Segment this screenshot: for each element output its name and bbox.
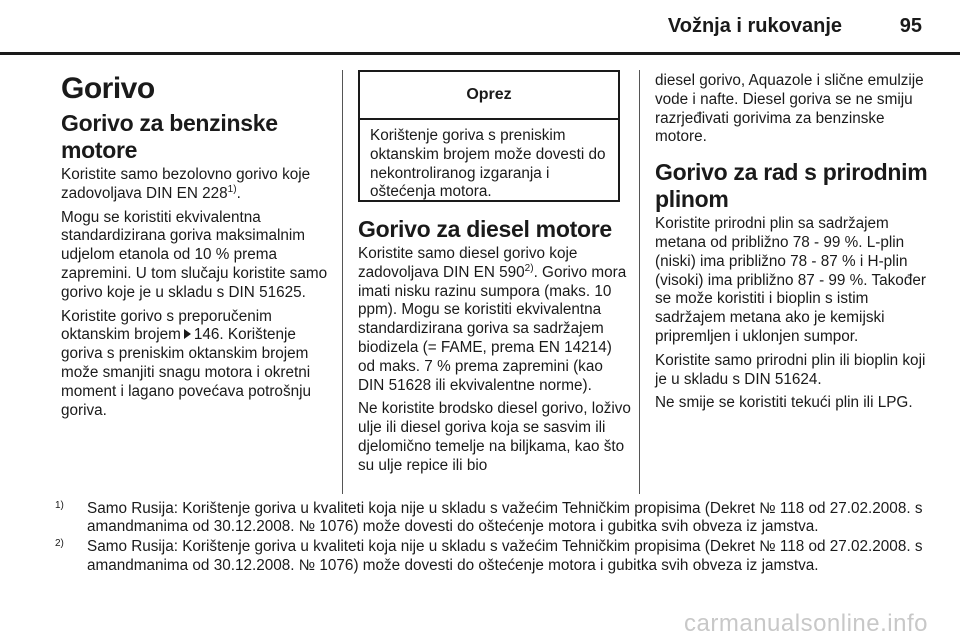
column-divider bbox=[639, 70, 640, 494]
paragraph-text: . bbox=[236, 184, 241, 202]
header-rule bbox=[0, 52, 960, 55]
page-header bbox=[0, 0, 960, 52]
caution-text: Korištenje goriva s preniskim oktanskim brojem može dovesti do nekontroliranog izgaranja i oštećenja motora. bbox=[370, 127, 606, 201]
footnote-ref[interactable]: 1) bbox=[227, 183, 237, 195]
footnote-text: Samo Rusija: Korištenje goriva u kvaliteti koja nije u skladu s važećim Tehničkim propisima (Dekret № 118 od 27.02.2008. s amandmanima od 30.12.2008. № 1076) može dovesti do oštećenje motora i gubitka svih obveza iz jamstva. bbox=[87, 538, 923, 574]
paragraph-text: Koristite samo diesel gorivo koje zadovoljava DIN EN 590 bbox=[358, 245, 578, 281]
paragraph bbox=[358, 245, 631, 395]
watermark: carmanualsonline.info bbox=[684, 610, 928, 637]
paragraph-text: Koristite samo bezolovno gorivo koje zadovoljava DIN EN 228 bbox=[61, 166, 311, 202]
paragraph-text: Koristite gorivo s preporučenim oktanskim brojem bbox=[61, 307, 272, 344]
caution-title: Oprez bbox=[360, 72, 618, 120]
paragraph: Koristite prirodni plin sa sadržajem metana od približno 78 - 99 %. L-plin (niski) ima približno 78 - 87 % i H-plin (visoki) ima približno 87 - 99 %. Također se može koristiti i bioplin s istim sadržajem metana ako je kemijski pripremljen i uklonjen sumpor. bbox=[655, 215, 926, 345]
column-divider bbox=[342, 70, 343, 494]
paragraph: diesel gorivo, Aquazole i slične emulzije vode i nafte. Diesel goriva se ne smiju razrjeđivati gorivima za benzinske motore. bbox=[655, 72, 924, 146]
paragraph: Koristite samo prirodni plin ili bioplin koji je u skladu s DIN 51624. bbox=[655, 351, 926, 388]
chapter-title: Vožnja i rukovanje bbox=[667, 15, 842, 37]
paragraph bbox=[61, 308, 334, 421]
column-middle bbox=[358, 212, 631, 481]
column-left bbox=[61, 60, 334, 425]
subsection-title-petrol: Gorivo za benzinske motore bbox=[61, 110, 278, 163]
paragraph: Ne koristite brodsko diesel gorivo, loživo ulje ili diesel goriva koja se sasvim ili djelomično temelje na biljkama, kao što su ulje repice ili bio bbox=[358, 400, 631, 474]
subsection-title-natural-gas: Gorivo za rad s prirodnim plinom bbox=[655, 159, 928, 213]
footnote-mark: 2) bbox=[55, 538, 64, 550]
paragraph: Ne smije se koristiti tekući plin ili LPG. bbox=[655, 394, 913, 412]
footnote-ref[interactable]: 2) bbox=[524, 262, 534, 274]
paragraph bbox=[61, 166, 334, 204]
arrow-right-icon bbox=[184, 329, 191, 339]
footnote-text: Samo Rusija: Korištenje goriva u kvaliteti koja nije u skladu s važećim Tehničkim propisima (Dekret № 118 od 27.02.2008. s amandmanima od 30.12.2008. № 1076) može dovesti do oštećenje motora i gubitka svih obveza iz jamstva. bbox=[87, 500, 923, 536]
footnotes bbox=[55, 500, 925, 577]
page-reference[interactable]: 146 bbox=[193, 326, 220, 344]
subsection-title-diesel: Gorivo za diesel motore bbox=[358, 216, 612, 242]
paragraph-text: . Korištenje goriva s preniskim oktanskim brojem može smanjiti snagu motora i okretni moment i lagano povećava potrošnju goriva. bbox=[61, 326, 312, 419]
footnote-mark: 1) bbox=[55, 500, 64, 511]
paragraph-text: . Gorivo mora imati nisku razinu sumpora (maks. 10 ppm). Mogu se koristiti ekvivalentna standardizirana goriva sa sadržajem biodizela (= FAME, prema EN 14214) od maks. 7 % prema zapremini (kao DIN 51628 ili ekvivalentne norme). bbox=[358, 263, 627, 394]
paragraph: Mogu se koristiti ekvivalentna standardizirana goriva maksimalnim udjelom etanola od 10 % prema zapremini. U tom slučaju koristite samo gorivo koje je u skladu s DIN 51625. bbox=[61, 208, 328, 301]
footnote bbox=[55, 500, 925, 536]
section-title: Gorivo bbox=[61, 72, 155, 105]
column-right bbox=[655, 72, 930, 418]
footnote bbox=[55, 538, 925, 574]
page-number: 95 bbox=[899, 15, 922, 37]
caution-box bbox=[358, 70, 620, 202]
